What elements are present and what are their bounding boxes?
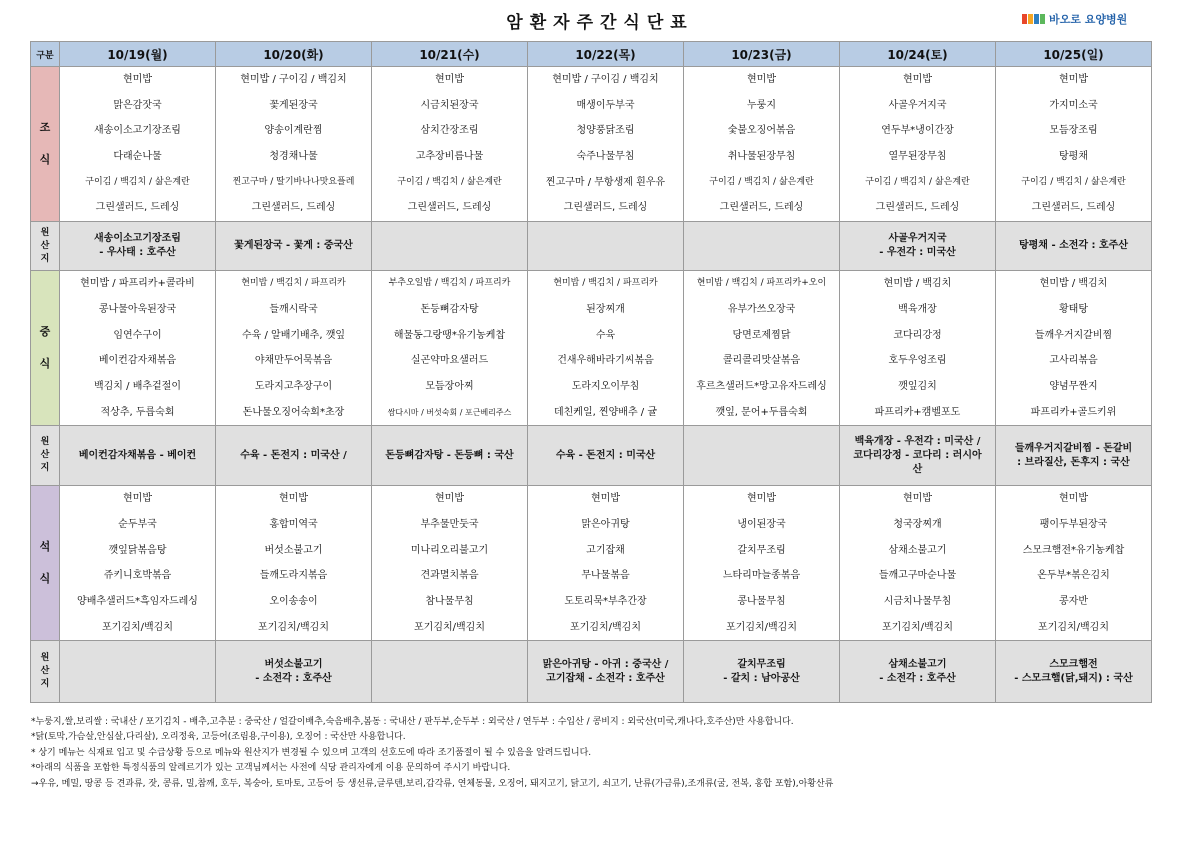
menu-item: 현미밥 xyxy=(435,493,464,505)
menu-item: 참나물무침 xyxy=(425,596,474,607)
menu-item: 가지미소국 xyxy=(1049,99,1098,111)
menu-item: 시금치나물무침 xyxy=(883,596,952,607)
breakfast-menu-cell xyxy=(216,67,372,222)
menu-item: 깻잎닭볶음탕 xyxy=(108,544,167,556)
menu-item: 콩자반 xyxy=(1059,596,1088,607)
menu-item: 돈나물오징어숙회*초장 xyxy=(242,406,345,418)
breakfast-menu-cell xyxy=(60,67,216,222)
menu-item: 황태탕 xyxy=(1059,303,1088,315)
menu-item: 무나물볶음 xyxy=(581,570,630,582)
menu-item: 돈등뼈감자탕 xyxy=(420,303,479,315)
menu-item: 청국장찌개 xyxy=(893,518,942,530)
menu-item: 매생이두부국 xyxy=(576,99,635,111)
menu-item: 포기김치/백김치 xyxy=(726,621,797,633)
hospital-logo xyxy=(1022,11,1127,27)
menu-item: 들깨고구마순나물 xyxy=(878,570,957,582)
menu-item: 구이김 / 백김치 / 삶은계란 xyxy=(865,176,970,187)
dinner-menu-cell xyxy=(372,486,528,641)
origin-cell: 베이컨감자채볶음 - 베이컨 xyxy=(60,426,216,486)
breakfast-menu-cell xyxy=(372,67,528,222)
menu-item: 구이김 / 백김치 / 삶은계란 xyxy=(1021,176,1126,187)
origin-label: 원 산 지 xyxy=(31,641,60,703)
menu-item: 사골우거지국 xyxy=(888,99,947,111)
menu-item: 구이김 / 백김치 / 삶은계란 xyxy=(397,176,502,187)
menu-item: 냉이된장국 xyxy=(737,518,786,530)
menu-item: 데친케일, 찐양배추 / 귤 xyxy=(553,406,658,418)
origin-cell: 돈등뼈감자탕 - 돈등뼈 : 국산 xyxy=(372,426,528,486)
origin-cell: 삼채소불고기 - 소전각 : 호주산 xyxy=(840,641,996,703)
menu-item: 백육개장 xyxy=(898,303,937,315)
menu-item: 현미밥 / 백김치 / 파프리카 xyxy=(241,278,346,289)
menu-item: 열무된장무침 xyxy=(888,151,947,163)
menu-item: 양송이계란찜 xyxy=(264,125,323,137)
menu-item: 코다리강정 xyxy=(893,329,942,341)
menu-item: 현미밥 xyxy=(747,493,776,505)
day-header: 10/23(금) xyxy=(684,42,840,67)
menu-item: 포기김치/백김치 xyxy=(882,621,953,633)
menu-item: 들깨시락국 xyxy=(269,303,318,315)
note-line: *누룽지,쌀,보리쌀 : 국내산 / 포기김치 - 배추,고추분 : 중국산 / 얼갈이배추,숙음배추,봄동 : 국내산 / 판두부,순두부 : 외국산 / 연두부 : 수입산 / 콩비지 : 외국산(미국,캐나다,호주산)만 사용합니다. xyxy=(31,717,794,727)
header-corner: 구분 xyxy=(31,42,60,67)
lunch-menu-cell xyxy=(996,271,1152,426)
weekly-menu-table xyxy=(30,41,1152,703)
note-line: *닭(토막,가슴살,안심살,다리살), 오리정육, 고등어(조림용,구이용), 오징어 : 국산만 사용합니다. xyxy=(31,732,406,743)
header-row xyxy=(31,42,1152,67)
note-line: * 상기 메뉴는 식재료 입고 및 수급상황 등으로 메뉴와 원산지가 변경될 수 있으며 고객의 선호도에 따라 조기품절이 될 수 있음을 알려드립니다. xyxy=(31,747,592,758)
menu-item: 수육 xyxy=(595,329,616,341)
menu-item: 오이송송이 xyxy=(269,596,318,607)
day-header: 10/25(일) xyxy=(996,42,1152,67)
menu-item: 스모크햄전*유기농케찹 xyxy=(1022,544,1125,556)
menu-item: 다래순나물 xyxy=(113,151,162,163)
breakfast-label: 조 식 xyxy=(31,67,60,222)
menu-item: 고사리볶음 xyxy=(1049,355,1098,367)
menu-item: 순두부국 xyxy=(118,518,157,530)
menu-item: 포기김치/백김치 xyxy=(570,621,641,633)
menu-item: 모듬장조림 xyxy=(1049,125,1098,137)
menu-item: 꽃게된장국 xyxy=(269,99,318,111)
dinner-menu-cell xyxy=(216,486,372,641)
menu-item: 팽이두부된장국 xyxy=(1039,518,1108,530)
menu-item: 포기김치/백김치 xyxy=(414,621,485,633)
menu-item: 현미밥 / 구이김 / 백김치 xyxy=(240,74,347,85)
menu-item: 양념무짠지 xyxy=(1049,380,1098,392)
menu-item: 포기김치/백김치 xyxy=(102,621,173,633)
menu-item: 온두부*볶은김치 xyxy=(1037,570,1110,582)
menu-item: 구이김 / 백김치 / 삶은계란 xyxy=(709,176,814,187)
origin-cell: 꽃게된장국 - 꽃게 : 중국산 xyxy=(216,222,372,271)
menu-item: 새송이소고기장조림 xyxy=(94,125,181,137)
breakfast-origin-row xyxy=(31,222,1152,271)
origin-cell: 새송이소고기장조림 - 우사태 : 호주산 xyxy=(60,222,216,271)
menu-item: 콜리콜리맛살볶음 xyxy=(722,355,801,367)
origin-cell xyxy=(684,222,840,271)
menu-item: 파프리카+캠벨포도 xyxy=(874,406,961,418)
dinner-menu-cell xyxy=(840,486,996,641)
breakfast-row xyxy=(31,67,1152,222)
menu-item: 베이컨감자채볶음 xyxy=(98,355,177,367)
lunch-menu-cell xyxy=(840,271,996,426)
menu-item: 콩나물아욱된장국 xyxy=(98,303,177,315)
menu-item: 찐고구마 / 무항생제 흰우유 xyxy=(545,176,666,188)
notes-section xyxy=(31,715,1171,792)
lunch-label: 중 식 xyxy=(31,271,60,426)
menu-item: 미나리오리불고기 xyxy=(410,544,489,556)
origin-cell: 수육 - 돈전지 : 미국산 / xyxy=(216,426,372,486)
lunch-menu-cell xyxy=(60,271,216,426)
dinner-menu-cell xyxy=(60,486,216,641)
menu-item: 고기잡채 xyxy=(586,544,625,556)
breakfast-menu-cell xyxy=(840,67,996,222)
origin-cell: 스모크햄전 - 스모크햄(닭,돼지) : 국산 xyxy=(996,641,1152,703)
menu-item: 건새우해바라기씨볶음 xyxy=(557,355,654,367)
menu-item: 임연수구이 xyxy=(113,329,162,341)
menu-item: 호두우엉조림 xyxy=(888,355,947,367)
note-line: *아래의 식품을 포함한 특정식품의 알레르기가 있는 고객님께서는 사전에 식당 관리자에게 이용 문의하여 주시기 바랍니다. xyxy=(31,763,511,774)
menu-item: 현미밥 xyxy=(435,74,464,85)
origin-cell xyxy=(372,222,528,271)
menu-item: 현미밥 xyxy=(591,493,620,505)
menu-item: 깻잎김치 xyxy=(898,380,937,392)
menu-item: 야채만두어묵볶음 xyxy=(254,355,333,367)
origin-label: 원 산 지 xyxy=(31,426,60,486)
origin-cell: 수육 - 돈전지 : 미국산 xyxy=(528,426,684,486)
menu-item: 현미밥 / 백김치 / 파프리카+오이 xyxy=(696,278,827,289)
menu-item: 연두부*냉이간장 xyxy=(881,125,954,137)
origin-cell xyxy=(528,222,684,271)
menu-item: 삼채소불고기 xyxy=(888,544,947,556)
day-header: 10/22(목) xyxy=(528,42,684,67)
origin-cell: 들깨우거지갈비찜 - 돈갈비 : 브라질산, 돈후지 : 국산 xyxy=(996,426,1152,486)
menu-item: 들깨도라지볶음 xyxy=(259,570,328,582)
menu-item: 적상추, 두릅숙회 xyxy=(100,406,175,418)
menu-item: 현미밥 / 구이김 / 백김치 xyxy=(552,74,659,85)
day-header: 10/20(화) xyxy=(216,42,372,67)
menu-item: 고추장비름나물 xyxy=(415,151,484,163)
menu-item: 유부가쓰오장국 xyxy=(727,303,796,315)
lunch-menu-cell xyxy=(528,271,684,426)
note-line: →우유, 메밀, 땅콩 등 견과류, 잣, 콩류, 밀,참깨, 호두, 복숭아, 토마토, 고등어 등 생선류,글루텐,보리,갑각류, 연체동물, 오징어, 돼지고기, 닭고기, 쇠고기, 난류(가금류),조개류(굴, 전복, 홍합 포함),아황산류 xyxy=(31,778,834,789)
menu-item: 맑은아귀탕 xyxy=(581,518,630,530)
day-header: 10/24(토) xyxy=(840,42,996,67)
menu-item: 포기김치/백김치 xyxy=(1038,621,1109,633)
origin-label: 원 산 지 xyxy=(31,222,60,271)
menu-item: 갈치무조림 xyxy=(737,544,786,556)
origin-cell: 버섯소불고기 - 소전각 : 호주산 xyxy=(216,641,372,703)
origin-cell: 갈치무조림 - 갈치 : 남아공산 xyxy=(684,641,840,703)
page-title: 암환자주간식단표 xyxy=(506,13,694,33)
lunch-row xyxy=(31,271,1152,426)
origin-cell xyxy=(60,641,216,703)
menu-item: 탕평채 xyxy=(1059,151,1088,163)
dinner-origin-row xyxy=(31,641,1152,703)
menu-item: 그린샐러드, 드레싱 xyxy=(95,202,180,214)
menu-item: 숙주나물무침 xyxy=(576,151,635,163)
menu-item: 취나물된장무침 xyxy=(727,151,796,163)
menu-item: 맑은감잣국 xyxy=(113,99,162,111)
menu-item: 홍합미역국 xyxy=(269,518,318,530)
dinner-label: 석 식 xyxy=(31,486,60,641)
menu-item: 견과멸치볶음 xyxy=(420,570,479,582)
menu-item: 삼치간장조림 xyxy=(420,125,479,137)
breakfast-menu-cell xyxy=(996,67,1152,222)
breakfast-menu-cell xyxy=(684,67,840,222)
menu-item: 실곤약마요샐러드 xyxy=(410,355,489,367)
day-header: 10/21(수) xyxy=(372,42,528,67)
menu-item: 도라지고추장구이 xyxy=(254,380,333,392)
menu-item: 해물동그랑땡*유기농케찹 xyxy=(393,329,506,341)
menu-item: 쥬키니호박볶음 xyxy=(103,570,172,582)
menu-item: 후르츠샐러드*망고유자드레싱 xyxy=(696,380,827,392)
menu-item: 누룽지 xyxy=(747,99,776,111)
day-header: 10/19(월) xyxy=(60,42,216,67)
menu-item: 부추오일밥 / 백김치 / 파프리카 xyxy=(388,278,511,289)
menu-item: 그린샐러드, 드레싱 xyxy=(251,202,336,214)
origin-cell: 탕평채 - 소전각 : 호주산 xyxy=(996,222,1152,271)
menu-item: 당면로제찜닭 xyxy=(732,329,791,341)
menu-item: 현미밥 / 파프리카+콜라비 xyxy=(80,278,195,290)
menu-item: 쌈다시마 / 버섯숙회 / 포근베리주스 xyxy=(387,407,512,417)
origin-cell: 사골우거지국 - 우전각 : 미국산 xyxy=(840,222,996,271)
menu-item: 그린샐러드, 드레싱 xyxy=(1031,202,1116,214)
logo-text: 바오로 요양병원 xyxy=(1049,13,1128,26)
menu-item: 부추물만둣국 xyxy=(420,518,479,530)
lunch-menu-cell xyxy=(216,271,372,426)
menu-item: 그린샐러드, 드레싱 xyxy=(875,202,960,214)
menu-item: 현미밥 xyxy=(747,74,776,85)
menu-item: 현미밥 xyxy=(123,74,152,85)
menu-item: 수육 / 알배기배추, 깻잎 xyxy=(241,329,346,341)
menu-item: 청경채나물 xyxy=(269,151,318,163)
breakfast-menu-cell xyxy=(528,67,684,222)
menu-item: 현미밥 / 백김치 xyxy=(883,278,952,290)
menu-item: 찐고구마 / 딸기바나나맛요플레 xyxy=(232,176,355,187)
lunch-origin-row xyxy=(31,426,1152,486)
menu-item: 현미밥 / 백김치 / 파프리카 xyxy=(553,278,658,289)
menu-item: 시금치된장국 xyxy=(420,99,479,111)
menu-item: 모듬장아찌 xyxy=(425,380,474,392)
menu-item: 현미밥 xyxy=(279,493,308,505)
menu-item: 느타리마늘종볶음 xyxy=(722,570,801,582)
menu-item: 현미밥 xyxy=(903,74,932,85)
menu-item: 현미밥 xyxy=(1059,493,1088,505)
menu-item: 그린샐러드, 드레싱 xyxy=(719,202,804,214)
menu-item: 그린샐러드, 드레싱 xyxy=(563,202,648,214)
lunch-menu-cell xyxy=(372,271,528,426)
dinner-menu-cell xyxy=(684,486,840,641)
menu-item: 포기김치/백김치 xyxy=(258,621,329,633)
menu-item: 들깨우거지갈비찜 xyxy=(1034,329,1113,341)
menu-item: 양배추샐러드*흑임자드레싱 xyxy=(77,596,198,607)
origin-cell: 맑은아귀탕 - 아귀 : 중국산 / 고기잡채 - 소전각 : 호주산 xyxy=(528,641,684,703)
dinner-menu-cell xyxy=(528,486,684,641)
menu-item: 현미밥 xyxy=(903,493,932,505)
menu-item: 버섯소불고기 xyxy=(264,544,323,556)
menu-item: 콩나물무침 xyxy=(737,596,786,607)
menu-item: 현미밥 xyxy=(1059,74,1088,85)
menu-item: 현미밥 xyxy=(123,493,152,505)
menu-item: 된장찌개 xyxy=(586,303,625,315)
dinner-row xyxy=(31,486,1152,641)
menu-item: 도라지오이무침 xyxy=(571,380,640,392)
dinner-menu-cell xyxy=(996,486,1152,641)
menu-item: 도토리묵*부추간장 xyxy=(564,596,647,607)
menu-item: 청양풍닭조림 xyxy=(576,125,635,137)
origin-cell xyxy=(684,426,840,486)
origin-cell: 백육개장 - 우전각 : 미국산 / 코다리강정 - 코다리 : 러시아 산 xyxy=(840,426,996,486)
menu-item: 구이김 / 백김치 / 삶은계란 xyxy=(85,176,190,187)
menu-item: 숯불오징어볶음 xyxy=(727,125,796,137)
lunch-menu-cell xyxy=(684,271,840,426)
menu-item: 파프리카+골드키위 xyxy=(1030,406,1117,418)
origin-cell xyxy=(372,641,528,703)
menu-item: 그린샐러드, 드레싱 xyxy=(407,202,492,214)
menu-item: 깻잎, 문어+두릅숙회 xyxy=(715,406,808,418)
menu-item: 백김치 / 배추겉절이 xyxy=(93,380,181,392)
menu-item: 현미밥 / 백김치 xyxy=(1039,278,1108,290)
